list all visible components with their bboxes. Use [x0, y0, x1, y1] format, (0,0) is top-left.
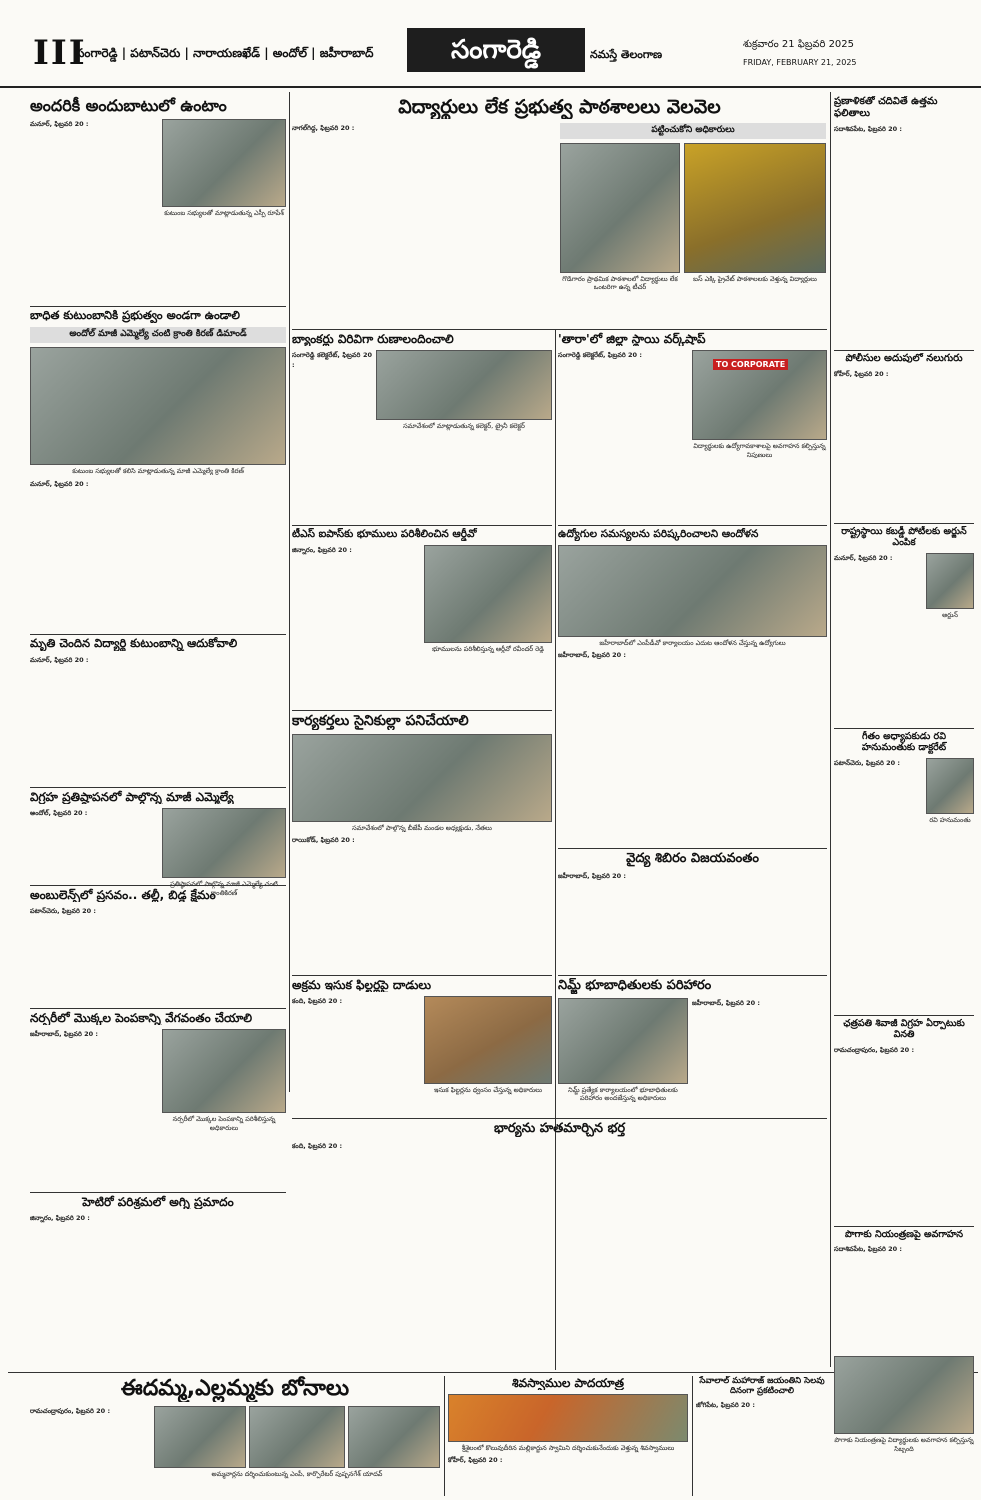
caption: కుటుంబ సభ్యులతో కలిసి మాట్లాడుతున్న మాజీ ఎమ్మెల్యే క్రాంతి కిరణ్	[72, 466, 244, 475]
edition-list: సంగారెడ్డి | పటాన్‌చెరు | నారాయణఖేడ్ | అందోల్ | జహీరాబాద్	[76, 46, 374, 60]
story-employees-protest	[558, 528, 827, 848]
photo-nursery	[162, 1029, 286, 1113]
story-sand-raids	[292, 978, 552, 1118]
dateline: మనూర్, ఫిబ్రవరి 20 :	[30, 480, 89, 489]
photo-arjun	[926, 553, 974, 609]
caption: అమ్మవార్లను దర్శించుకుంటున్న ఎంపీ, కార్పొరేటర్ పుష్పనగేశ్ యాదవ్	[211, 1470, 383, 1479]
headline: 'తారా'లో జిల్లా స్థాయి వర్క్‌షాప్	[558, 332, 706, 346]
caption: భూములను పరిశీలిస్తున్న ఆర్డీవో రవీందర్ రెడ్డి	[432, 644, 544, 653]
story-lead-schools	[292, 96, 827, 328]
story-bankers	[292, 332, 552, 492]
story-nimz	[558, 978, 827, 1118]
dateline: రామచంద్రాపురం, ఫిబ్రవరి 20 :	[30, 1407, 111, 1416]
headline: సేవాలాల్ మహారాజ్ జయంతిని సెలవు దినంగా ప్రకటించాలి	[699, 1376, 825, 1397]
caption: నర్సరీలో మొక్కల పెంపకాన్ని పరిశీలిస్తున్న అధికారులు	[172, 1115, 276, 1132]
caption: నిమ్జ్ ప్రత్యేక కార్యాలయంలో భూబాధితులకు పరిహారం అందజేస్తున్న అధికారులు	[568, 1085, 678, 1103]
headline: రాష్ట్రస్థాయి కబడ్డీ పోటీలకు అర్జున్ ఎంపిక	[841, 526, 967, 549]
dateline: జహీరాబాద్, ఫిబ్రవరి 20 :	[692, 998, 760, 1007]
dateline: కంది, ఫిబ్రవరి 20 :	[292, 1141, 343, 1150]
story-study-plan	[834, 96, 974, 348]
headline: విద్యార్థులు లేక ప్రభుత్వ పాఠశాలలు వెలవెల	[398, 96, 721, 118]
story-doctorate	[834, 731, 974, 891]
headline: ఉద్యోగుల సమస్యలను పరిష్కరించాలని ఆందోళన	[558, 528, 759, 540]
headline: అక్రమ ఇసుక ఫిల్టర్లపై దాడులు	[292, 978, 432, 992]
caption: ఇసుక ఫిల్టర్లను ధ్వంసం చేస్తున్న అధికారులు	[433, 1086, 542, 1095]
photo-tobacco	[834, 1356, 974, 1434]
photo-ex-mla-family	[30, 347, 286, 465]
headline: గీతం అధ్యాపకుడు రవి హనుమంతుకు డాక్టరేట్	[861, 731, 947, 754]
story-fire-accident	[30, 1195, 286, 1275]
story-tsipass	[292, 528, 552, 678]
caption: అర్జున్	[942, 610, 958, 619]
story-tara-workshop	[558, 332, 827, 542]
dateline: సదాశివపేట, ఫిబ్రవరి 20 :	[834, 1245, 903, 1254]
photo-sp-family	[162, 119, 286, 207]
story-ambulance-delivery	[30, 888, 286, 1008]
dateline: సదాశివపేట, ఫిబ్రవరి 20 :	[834, 125, 903, 133]
story-shivaji-statue	[834, 1018, 974, 1194]
dateline: సంగారెడ్డి కలెక్టరేట్, ఫిబ్రవరి 20 :	[292, 351, 372, 370]
photo-bonalu-3	[348, 1406, 440, 1468]
headline: విగ్రహ ప్రతిష్ఠాపనలో పాల్గొన్న మాజీ ఎమ్మెల్యే	[30, 790, 234, 804]
photo-bonalu-1	[154, 1406, 246, 1468]
story-student-family	[30, 637, 286, 787]
headline: ప్రణాళికతో చదివితే ఉత్తమ ఫలితాలు	[834, 96, 938, 119]
dateline: సంగారెడ్డి కలెక్టరేట్, ఫిబ్రవరి 20 :	[558, 351, 642, 360]
story-bonalu	[30, 1376, 440, 1496]
dateline: కోహీర్, ఫిబ్రవరి 20 :	[448, 1455, 503, 1464]
banner-text: TO CORPORATE	[713, 359, 788, 370]
dateline: జిన్నారం, ఫిబ్రవరి 20 :	[30, 1214, 90, 1223]
subhead: పట్టించుకోని అధికారులు	[560, 123, 826, 139]
brand-name: నమస్తే తెలంగాణ	[590, 48, 663, 61]
story-sivaswamy	[448, 1376, 688, 1496]
headline: అంబులెన్స్‌లో ప్రసవం.. తల్లీ, బిడ్డ క్షేమం	[30, 888, 216, 902]
photo-rdo-lands	[424, 545, 552, 643]
dateline: జహీరాబాద్, ఫిబ్రవరి 20 :	[558, 871, 626, 880]
story-nursery	[30, 1011, 286, 1191]
headline: బాధిత కుటుంబానికి ప్రభుత్వం అండగా ఉండాలి	[30, 309, 240, 322]
page-header	[0, 0, 981, 88]
dateline: రాయికోడ్, ఫిబ్రవరి 20 :	[292, 836, 355, 845]
caption: గొడిగారం ప్రాథమిక పాఠశాలలో విద్యార్థులు లేక ఒంటరిగా ఉన్న టీచర్	[562, 274, 678, 292]
story-victim-family	[30, 309, 286, 634]
date-telugu: శుక్రవారం 21 ఫిబ్రవరి 2025	[743, 39, 855, 50]
headline: వైద్య శిబిరం విజయవంతం	[626, 851, 759, 866]
story-tobacco-awareness	[834, 1229, 974, 1494]
photo-ravi	[926, 758, 974, 814]
caption: కుటుంబ సభ్యులతో మాట్లాడుతున్న ఎస్పీ రూపేశ్	[164, 209, 284, 218]
photo-school-bus	[684, 143, 826, 273]
headline: పోలీసుల అదుపులో నలుగురు	[845, 353, 963, 364]
dateline: కంది, ఫిబ్రవరి 20 :	[292, 997, 343, 1006]
photo-lonely-teacher	[560, 143, 680, 273]
photo-nimz-office	[558, 998, 688, 1084]
caption: సమావేశంలో పాల్గొన్న బీజేపీ మండల అధ్యక్షుడు, నేతలు	[352, 823, 492, 832]
dateline: కోహీర్, ఫిబ్రవరి 20 :	[834, 370, 889, 378]
headline: నర్సరీలో మొక్కల పెంపకాన్ని వేగవంతం చేయాలి	[30, 1011, 253, 1025]
story-police-custody	[834, 353, 974, 523]
masthead: సంగారెడ్డి	[407, 28, 585, 72]
headline: నిమ్జ్ భూబాధితులకు పరిహారం	[558, 978, 712, 993]
headline: ఛత్రపతి శివాజీ విగ్రహ ఏర్పాటుకు వినతి	[843, 1018, 965, 1041]
subhead: అందోల్ మాజీ ఎమ్మెల్యే చంటి క్రాంతి కిరణ్ డిమాండ్	[30, 327, 286, 343]
photo-sand	[424, 996, 552, 1084]
headline: ఈదమ్మ,ఎల్లమ్మకు బోనాలు	[120, 1376, 350, 1401]
dateline: మనూర్, ఫిబ్రవరి 20 :	[30, 655, 89, 664]
photo-sivaswamy	[448, 1394, 688, 1442]
headline: హెటిరో పరిశ్రమలో అగ్ని ప్రమాదం	[82, 1195, 234, 1209]
story-medical-camp	[558, 851, 827, 975]
dateline: మనూర్, ఫిబ్రవరి 20 :	[30, 120, 89, 129]
caption: శ్రీశైలంలో కొలువుదీరిన మల్లికార్జున స్వామిని దర్శించుకునేందుకు వెళ్తున్న శివస్వాములు	[461, 1444, 675, 1453]
photo-idol	[162, 808, 286, 878]
dateline: జోగిపేట, ఫిబ్రవరి 20 :	[696, 1401, 755, 1410]
dateline: నాగల్‌గిద్ద, ఫిబ్రవరి 20 :	[292, 123, 355, 132]
dateline: పటాన్‌చెరు, ఫిబ్రవరి 20 :	[30, 907, 96, 916]
photo-protest	[558, 545, 827, 637]
caption: జహీరాబాద్‌లో ఎంపీడీవో కార్యాలయం ఎదుట ఆందోళన చేస్తున్న ఉద్యోగులు	[599, 638, 786, 647]
dateline: మనూర్, ఫిబ్రవరి 20 :	[834, 553, 893, 562]
dateline: జిన్నారం, ఫిబ్రవరి 20 :	[292, 545, 352, 554]
caption: క్రాంతికిరణ్	[210, 888, 238, 897]
caption: రవి హనుమంతు	[929, 815, 971, 824]
headline: కార్యకర్తలు సైనికుల్లా పనిచేయాలి	[292, 713, 469, 729]
story-husband-wife	[292, 1121, 827, 1369]
headline: బ్యాంకర్లు విరివిగా రుణాలందించాలి	[292, 332, 454, 346]
photo-bank-meeting	[376, 350, 552, 420]
story-sevalal	[696, 1376, 828, 1496]
headline: భార్యను హతమార్చిన భర్త	[493, 1121, 626, 1136]
page-number: III	[33, 33, 87, 73]
dateline: పటాన్‌చెరు, ఫిబ్రవరి 20 :	[834, 758, 900, 767]
story-accessible	[30, 96, 286, 304]
dateline: అందోల్, ఫిబ్రవరి 20 :	[30, 809, 88, 818]
caption: విద్యార్థులకు ఉద్యోగావకాశాలపై అవగాహన కల్పిస్తున్న నిపుణులు	[693, 442, 826, 459]
photo-workshop	[692, 350, 827, 440]
headline: అందరికీ అందుబాటులో ఉంటాం	[30, 96, 227, 115]
caption: పొగాకు నియంత్రణపై విద్యార్థులకు అవగాహన కల్పిస్తున్న సిబ్బంది	[834, 1436, 974, 1453]
dateline: జహీరాబాద్, ఫిబ్రవరి 20 :	[30, 1030, 98, 1039]
headline: పొగాకు నియంత్రణపై అవగాహన	[844, 1229, 964, 1240]
story-kabaddi	[834, 526, 974, 728]
photo-bonalu-2	[249, 1406, 345, 1468]
story-workers	[292, 713, 552, 903]
headline: టీఎస్ ఐపాస్‌కు భూములు పరిశీలించిన ఆర్డీవో	[292, 528, 477, 540]
date-english: FRIDAY, FEBRUARY 21, 2025	[743, 58, 857, 67]
caption: సమావేశంలో మాట్లాడుతున్న కలెక్టర్, ట్రైనీ కలెక్టర్	[403, 422, 525, 431]
dateline: జహీరాబాద్, ఫిబ్రవరి 20 :	[558, 651, 626, 660]
dateline: రామచంద్రాపురం, ఫిబ్రవరి 20 :	[834, 1045, 915, 1054]
photo-bjp-meeting	[292, 734, 552, 822]
headline: మృతి చెందిన విద్యార్థి కుటుంబాన్ని ఆదుకోవాలి	[30, 637, 238, 650]
headline: శివస్వాముల పాదయాత్ర	[512, 1376, 624, 1390]
caption: బస్ ఎక్కి ప్రైవేట్ పాఠశాలలకు వెళ్తున్న విద్యార్థులు	[693, 274, 817, 283]
